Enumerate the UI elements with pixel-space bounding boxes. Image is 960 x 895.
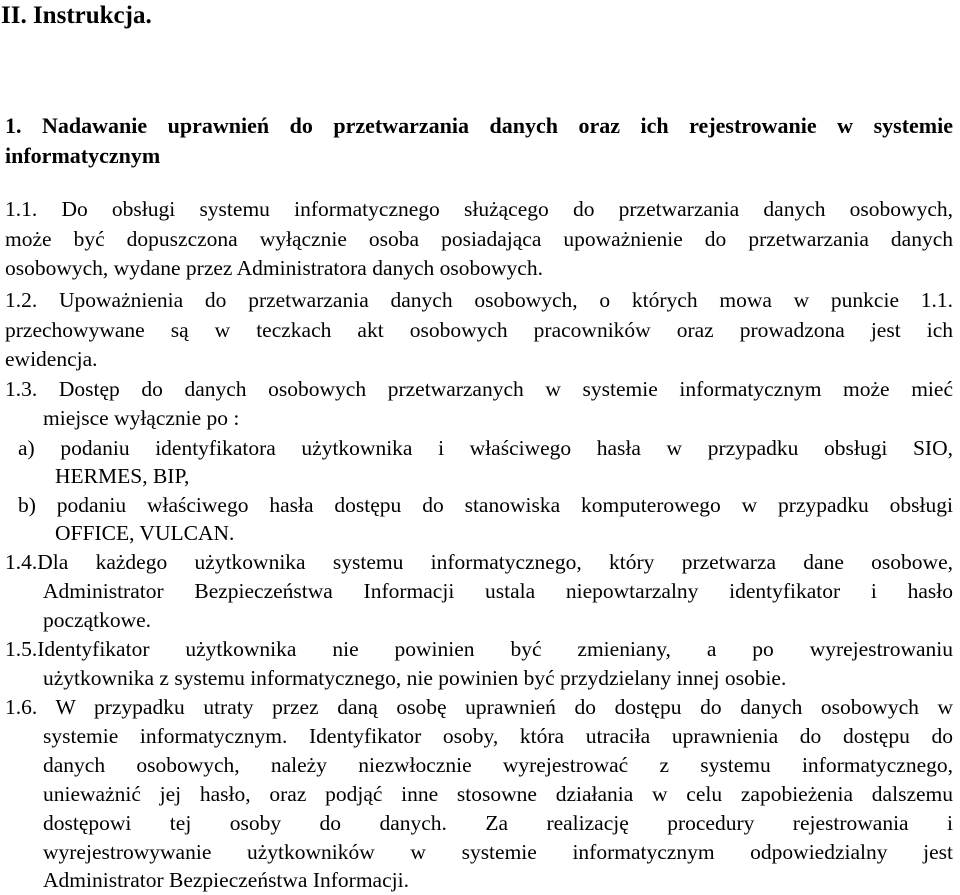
list-item-b-line-1: b) podaniu właściwego hasła dostępu do stanowiska komputerowego w przypadku obsługi	[18, 493, 953, 517]
paragraph-1-2-line-2: przechowywane są w teczkach akt osobowych pracowników oraz prowadzona jest ich	[5, 318, 953, 342]
paragraph-1-1-line-3: osobowych, wydane przez Administratora danych osobowych.	[5, 256, 543, 280]
paragraph-1-3-line-2: miejsce wyłącznie po :	[43, 406, 240, 430]
paragraph-1-1-line-2: może być dopuszczona wyłącznie osoba posiadająca upoważnienie do przetwarzania danych	[5, 227, 953, 251]
paragraph-1-6-line-3: danych osobowych, należy niezwłocznie wyrejestrować z systemu informatycznego,	[43, 753, 953, 777]
paragraph-1-4-line-2: Administrator Bezpieczeństwa Informacji ustala niepowtarzalny identyfikator i hasło	[43, 579, 953, 603]
paragraph-1-6-line-6: wyrejestrowywanie użytkowników w systemie informatycznym odpowiedzialny jest	[43, 840, 953, 864]
paragraph-1-6-line-2: systemie informatycznym. Identyfikator osoby, która utraciła uprawnienia do dostępu do	[43, 724, 953, 748]
paragraph-1-6-line-5: dostępowi tej osoby do danych. Za realizację procedury rejestrowania i	[43, 811, 953, 835]
list-item-a-line-1: a) podaniu identyfikatora użytkownika i właściwego hasła w przypadku obsługi SIO,	[18, 436, 953, 460]
paragraph-1-6-line-1: 1.6. W przypadku utraty przez daną osobę uprawnień do dostępu do danych osobowych w	[5, 695, 953, 719]
section-heading-line-2: informatycznym	[5, 143, 161, 168]
paragraph-1-3-line-1: 1.3. Dostęp do danych osobowych przetwarzanych w systemie informatycznym może mieć	[5, 377, 953, 401]
paragraph-1-6-line-4: unieważnić jej hasło, oraz podjąć inne stosowne działania w celu zapobieżenia dalszemu	[43, 782, 953, 806]
section-heading-line-1: 1. Nadawanie uprawnień do przetwarzania danych oraz ich rejestrowanie w systemie	[5, 113, 953, 138]
paragraph-1-5-line-2: użytkownika z systemu informatycznego, nie powinien być przydzielany innej osobie.	[43, 666, 787, 690]
document-title: II. Instrukcja.	[1, 2, 152, 29]
paragraph-1-4-line-3: początkowe.	[43, 608, 152, 632]
paragraph-1-5-line-1: 1.5.Identyfikator użytkownika nie powinien być zmieniany, a po wyrejestrowaniu	[5, 637, 953, 661]
list-item-a-line-2: HERMES, BIP,	[55, 464, 190, 488]
paragraph-1-6-line-7: Administrator Bezpieczeństwa Informacji.	[43, 868, 409, 892]
paragraph-1-2-line-3: ewidencja.	[5, 347, 98, 371]
list-item-b-line-2: OFFICE, VULCAN.	[55, 521, 235, 545]
paragraph-1-1-line-1: 1.1. Do obsługi systemu informatycznego służącego do przetwarzania danych osobowych,	[5, 197, 953, 221]
paragraph-1-4-line-1: 1.4.Dla każdego użytkownika systemu informatycznego, który przetwarza dane osobowe,	[5, 550, 953, 574]
paragraph-1-2-line-1: 1.2. Upoważnienia do przetwarzania danych osobowych, o których mowa w punkcie 1.1.	[5, 288, 953, 312]
